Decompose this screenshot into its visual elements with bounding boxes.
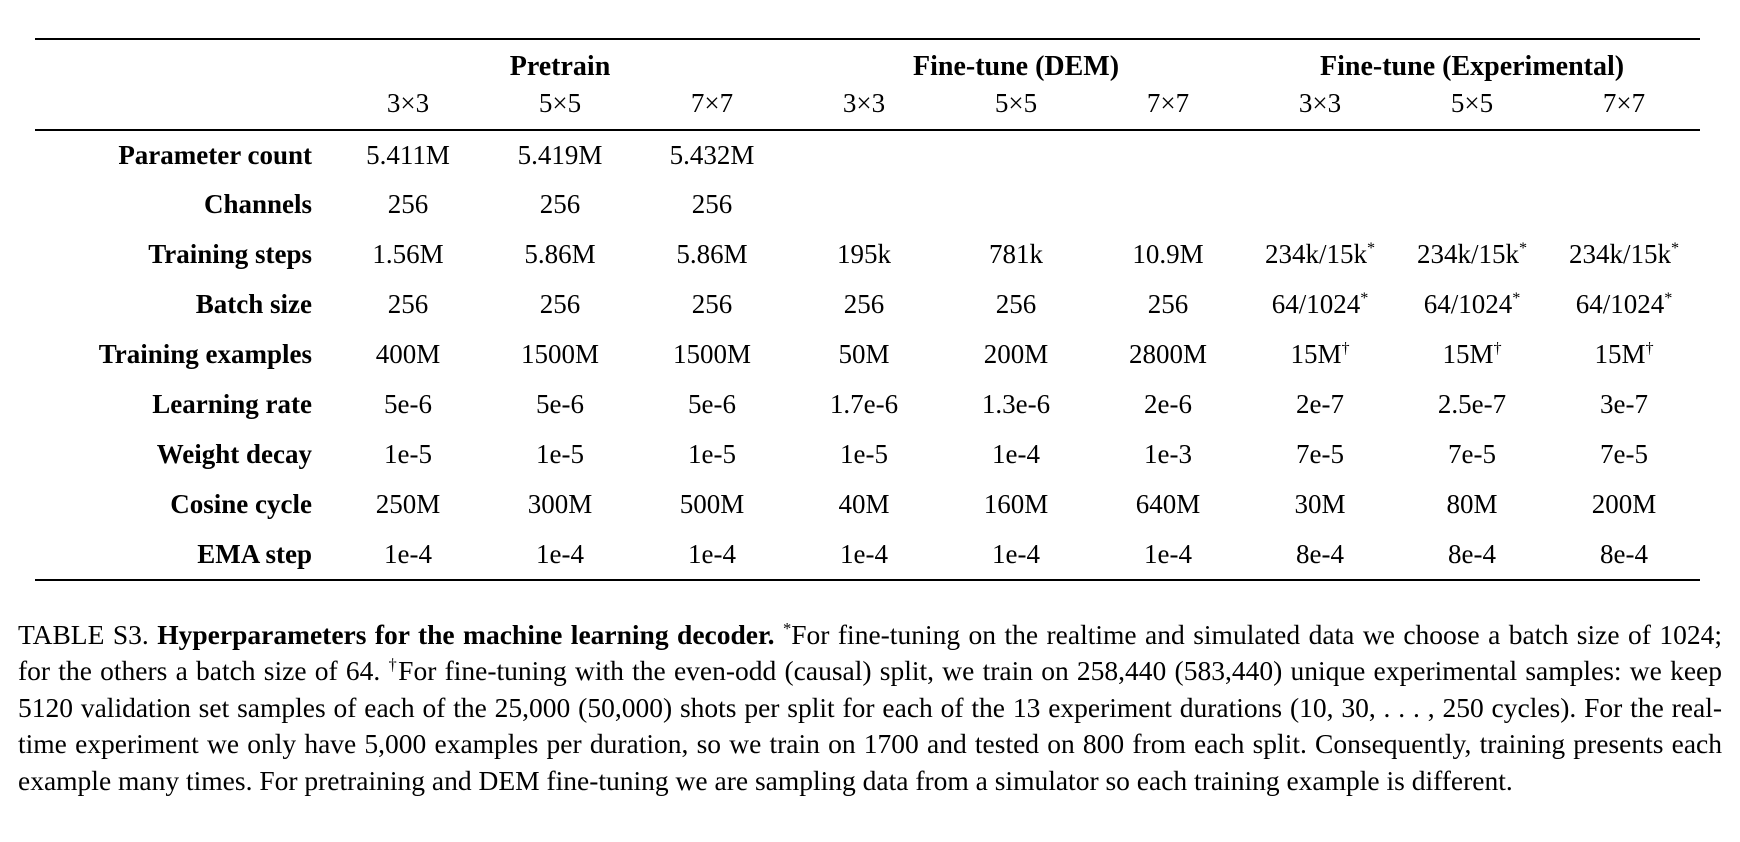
table-row-cosine-cycle [35, 480, 1700, 530]
value-cell: 80M [1446, 489, 1498, 520]
value-cell: 15M† [1290, 339, 1350, 370]
value-cell [788, 180, 940, 230]
row-label: Training steps [148, 239, 312, 270]
value-cell: 1e-4 [384, 538, 432, 569]
column-group-header-pretrain: Pretrain [509, 50, 611, 82]
header-cell: 3×3 [386, 87, 430, 118]
row-label: Channels [203, 189, 312, 220]
row-label: Cosine cycle [170, 489, 312, 520]
value-cell: 1e-3 [1144, 439, 1193, 470]
stub-cell [35, 39, 332, 86]
value-cell: 7e-5 [1448, 439, 1497, 470]
value-cell: 30M [1294, 489, 1346, 520]
value-cell: 256 [995, 289, 1037, 320]
table-row-ema-step [35, 530, 1700, 580]
value-cell: 1e-4 [536, 538, 584, 569]
row-label: Training examples [98, 339, 312, 370]
value-cell: 5e-6 [688, 389, 736, 420]
value-cell [1396, 180, 1548, 230]
value-cell: 5.86M [524, 239, 596, 270]
value-cell: 1500M [673, 339, 752, 370]
value-cell: 195k [837, 239, 892, 270]
value-cell: 1e-5 [384, 439, 432, 470]
hyperparameters-table [35, 38, 1700, 581]
value-cell: 256 [691, 289, 733, 320]
column-subheader-row [35, 86, 1700, 130]
value-cell: 64/1024* [1271, 289, 1369, 320]
value-cell: 234k/15k* [1568, 239, 1680, 270]
value-cell: 256 [539, 289, 581, 320]
header-cell: 3×3 [842, 87, 886, 118]
value-cell: 10.9M [1132, 239, 1204, 270]
value-cell: 15M† [1442, 339, 1502, 370]
value-cell: 1e-4 [1144, 538, 1193, 569]
value-cell: 1500M [520, 339, 599, 370]
value-cell: 256 [691, 189, 733, 220]
footnote-dagger-text: For fine-tuning with the even-odd (causal) split, we train on 258,440 (583,440) unique experimental samples: we keep 5120 validation set samples of each of the 25,000 (50,000) shots per split for each of the 13 experiment durations (10, 30, . . . , 250 cycles). For the real-time experiment we only have 5,000 examples per duration, so we train on 1700 and tested on 800 from each split. Consequently, training presents each example many times. For pretraining and DEM fine-tuning we are sampling data from a simulator so each training example is different. [18, 655, 1722, 796]
value-cell: 5.419M [517, 139, 603, 170]
header-cell: 5×5 [1450, 87, 1494, 118]
value-cell: 5e-6 [384, 389, 432, 420]
footnote-star-marker: * [783, 618, 792, 638]
table-row-parameter-count [35, 130, 1700, 180]
stub-cell [35, 86, 332, 130]
value-cell: 1e-4 [840, 538, 888, 569]
value-cell: 1e-4 [992, 439, 1040, 470]
value-cell [1092, 130, 1244, 180]
table-row-learning-rate [35, 380, 1700, 430]
table-row-training-examples [35, 330, 1700, 380]
value-cell: 640M [1135, 489, 1201, 520]
value-cell: 15M† [1594, 339, 1654, 370]
row-label: Batch size [195, 289, 312, 320]
table-s3-container [35, 38, 1700, 581]
value-cell: 1e-5 [688, 439, 736, 470]
header-cell: 5×5 [994, 87, 1038, 118]
table-caption [18, 617, 1722, 799]
row-label: EMA step [197, 538, 312, 569]
value-cell: 8e-4 [1600, 538, 1649, 569]
header-cell: 7×7 [1602, 87, 1646, 118]
value-cell: 200M [983, 339, 1049, 370]
row-label: Weight decay [156, 439, 312, 470]
header-cell: 7×7 [1146, 87, 1190, 118]
paper-page [0, 38, 1740, 842]
column-group-header-finetune-experimental: Fine-tune (Experimental) [1320, 50, 1625, 82]
value-cell: 8e-4 [1448, 538, 1497, 569]
value-cell: 2800M [1129, 339, 1208, 370]
table-row-batch-size [35, 280, 1700, 330]
value-cell: 7e-5 [1296, 439, 1345, 470]
value-cell: 5.86M [676, 239, 748, 270]
table-row-training-steps [35, 230, 1700, 280]
value-cell: 200M [1591, 489, 1657, 520]
value-cell [940, 180, 1092, 230]
caption-title: Hyperparameters for the machine learning decoder. [157, 619, 775, 650]
header-cell: 7×7 [690, 87, 734, 118]
footnote-star-text: For fine-tuning on the realtime and simulated data we choose a batch size of 1024; for the others a batch size of 64. [18, 619, 1722, 687]
header-cell: 5×5 [538, 87, 582, 118]
value-cell [1548, 130, 1700, 180]
caption-label: TABLE S3. [18, 619, 149, 650]
value-cell: 1e-5 [536, 439, 584, 470]
value-cell: 5e-6 [536, 389, 584, 420]
value-cell: 160M [983, 489, 1049, 520]
value-cell: 1.56M [372, 239, 444, 270]
value-cell [788, 130, 940, 180]
value-cell [1396, 130, 1548, 180]
value-cell: 781k [989, 239, 1044, 270]
value-cell: 5.411M [366, 139, 450, 170]
row-label: Learning rate [152, 389, 312, 420]
value-cell: 250M [375, 489, 441, 520]
value-cell: 1e-4 [688, 538, 736, 569]
value-cell [1244, 180, 1396, 230]
value-cell: 256 [539, 189, 581, 220]
value-cell: 1.7e-6 [829, 389, 899, 420]
value-cell: 5.432M [669, 139, 755, 170]
value-cell: 234k/15k* [1416, 239, 1528, 270]
table-row-weight-decay [35, 430, 1700, 480]
value-cell: 1e-4 [992, 538, 1040, 569]
column-group-header-finetune-dem: Fine-tune (DEM) [912, 50, 1120, 82]
value-cell: 2e-6 [1144, 389, 1193, 420]
value-cell: 256 [1147, 289, 1189, 320]
value-cell: 50M [838, 339, 890, 370]
value-cell: 500M [679, 489, 745, 520]
column-group-header-row [35, 39, 1700, 86]
table-row-channels [35, 180, 1700, 230]
value-cell: 400M [375, 339, 441, 370]
value-cell: 2e-7 [1296, 389, 1345, 420]
value-cell [1092, 180, 1244, 230]
value-cell [1244, 130, 1396, 180]
value-cell: 40M [838, 489, 890, 520]
value-cell: 1e-5 [840, 439, 888, 470]
header-cell: 3×3 [1298, 87, 1342, 118]
value-cell: 64/1024* [1575, 289, 1673, 320]
value-cell: 256 [387, 289, 429, 320]
value-cell: 300M [527, 489, 593, 520]
value-cell [940, 130, 1092, 180]
value-cell: 3e-7 [1600, 389, 1649, 420]
value-cell: 256 [387, 189, 429, 220]
value-cell: 8e-4 [1296, 538, 1345, 569]
value-cell: 64/1024* [1423, 289, 1521, 320]
row-label: Parameter count [118, 139, 312, 170]
footnote-dagger-marker: † [388, 655, 399, 675]
value-cell: 234k/15k* [1264, 239, 1376, 270]
value-cell [1548, 180, 1700, 230]
value-cell: 7e-5 [1600, 439, 1649, 470]
value-cell: 256 [843, 289, 885, 320]
value-cell: 2.5e-7 [1437, 389, 1507, 420]
value-cell: 1.3e-6 [981, 389, 1051, 420]
